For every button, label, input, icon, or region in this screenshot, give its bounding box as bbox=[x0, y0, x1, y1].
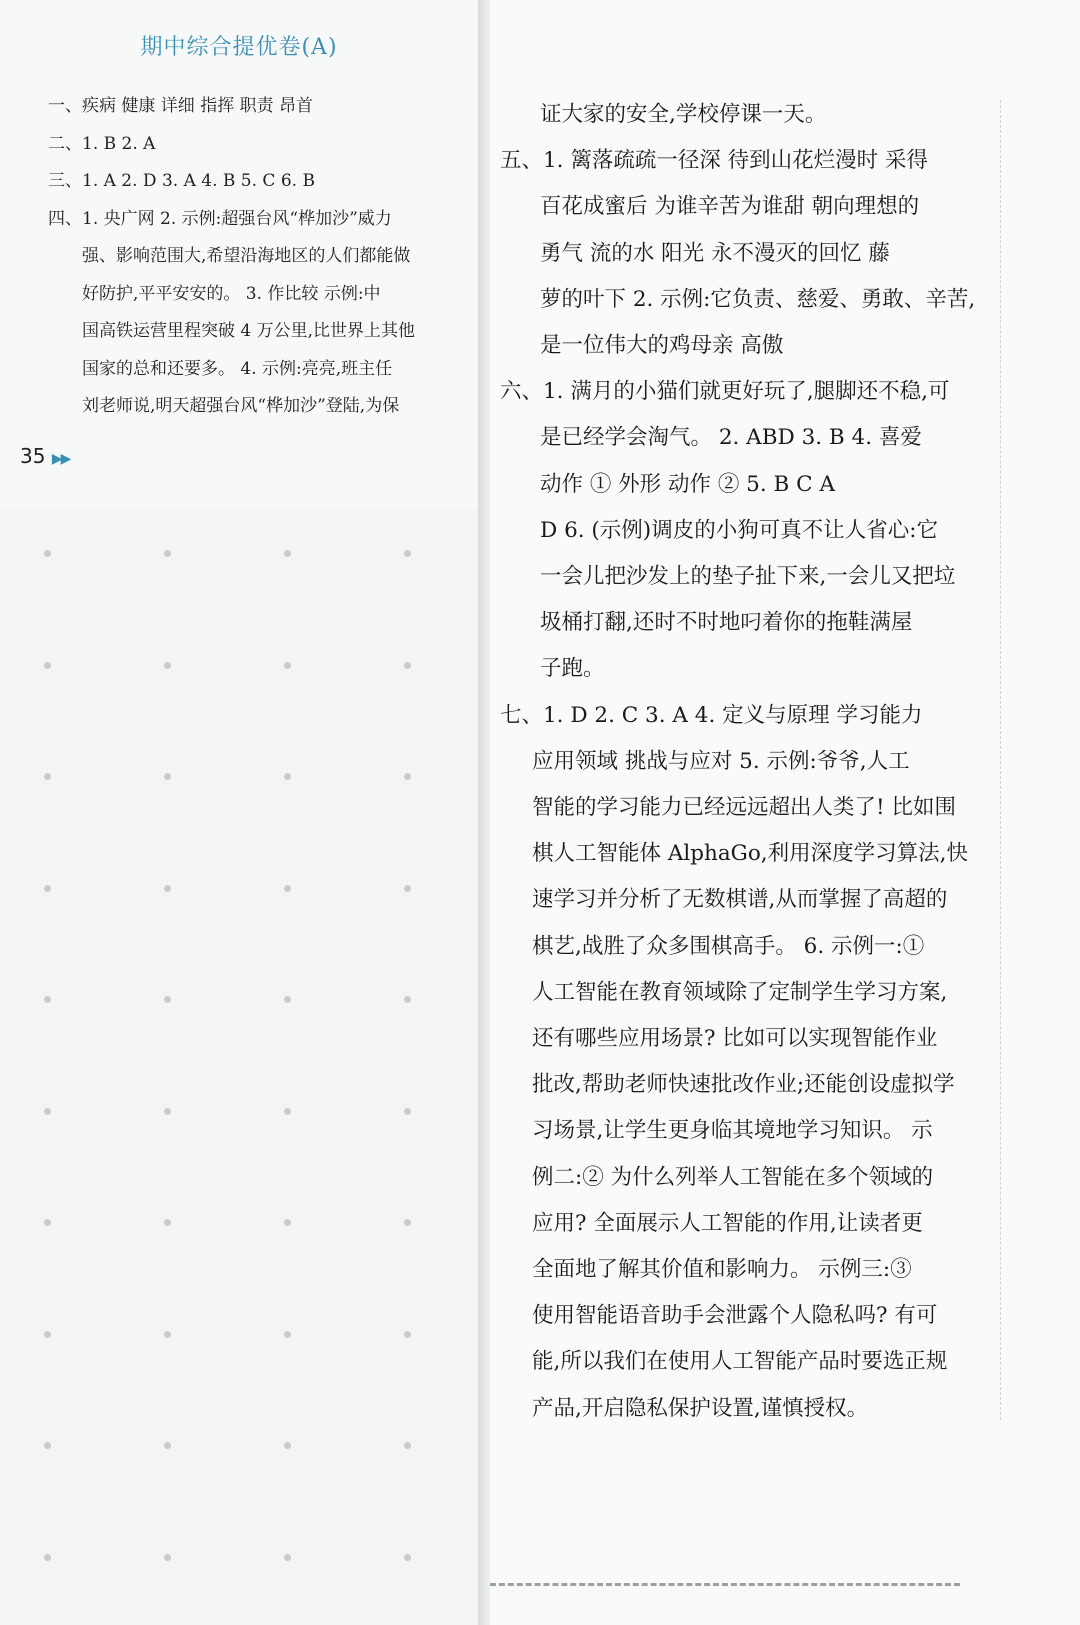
grid-dot bbox=[44, 1554, 51, 1561]
left-answers bbox=[48, 88, 458, 426]
grid-dot bbox=[164, 996, 171, 1003]
answer-line: 动作 ① 外形 动作 ② 5. B C A bbox=[540, 471, 835, 497]
dot-grid-area bbox=[0, 510, 478, 1625]
right-answers bbox=[500, 92, 990, 1432]
grid-dot bbox=[404, 662, 411, 669]
answer-line: 应用领域 挑战与应对 5. 示例:爷爷,人工 bbox=[532, 748, 910, 774]
bottom-dashed-line bbox=[490, 1583, 960, 1590]
grid-dot bbox=[44, 662, 51, 669]
answer-line: 三、1. A 2. D 3. A 4. B 5. C 6. B bbox=[48, 171, 315, 191]
answer-line: 刘老师说,明天超强台风“桦加沙”登陆,为保 bbox=[82, 396, 400, 416]
answer-line: 国家的总和还要多。 4. 示例:亮亮,班主任 bbox=[82, 358, 393, 379]
grid-dot bbox=[44, 885, 51, 892]
grid-dot bbox=[164, 1219, 171, 1226]
page-title: 期中综合提优卷(A) bbox=[140, 35, 338, 60]
grid-dot bbox=[164, 1554, 171, 1561]
answer-line: 人工智能在教育领域除了定制学生学习方案, bbox=[532, 979, 948, 1005]
answer-line: 子跑。 bbox=[540, 656, 605, 682]
grid-dot bbox=[404, 1554, 411, 1561]
grid-dot bbox=[404, 1331, 411, 1338]
grid-dot bbox=[404, 1108, 411, 1115]
grid-dot bbox=[164, 1108, 171, 1115]
answer-line: 批改,帮助老师快速批改作业;还能创设虚拟学 bbox=[532, 1072, 955, 1098]
grid-dot bbox=[164, 885, 171, 892]
grid-dot bbox=[284, 1442, 291, 1449]
answer-line: 全面地了解其价值和影响力。 示例三:③ bbox=[532, 1257, 912, 1283]
answer-line: 例二:② 为什么列举人工智能在多个领域的 bbox=[532, 1164, 934, 1190]
answer-line: 证大家的安全,学校停课一天。 bbox=[540, 102, 827, 127]
answer-line: 是一位伟大的鸡母亲 高傲 bbox=[540, 333, 784, 359]
grid-dot bbox=[404, 773, 411, 780]
answer-line: 产品,开启隐私保护设置,谨慎授权。 bbox=[532, 1395, 869, 1421]
grid-dot bbox=[284, 996, 291, 1003]
book-gutter bbox=[478, 0, 490, 1625]
margin-rule bbox=[1000, 100, 1002, 1420]
answer-line: 应用? 全面展示人工智能的作用,让读者更 bbox=[532, 1210, 923, 1236]
answer-line: 百花成蜜后 为谁辛苦为谁甜 朝向理想的 bbox=[540, 194, 920, 220]
grid-dot bbox=[44, 996, 51, 1003]
grid-dot bbox=[404, 1219, 411, 1226]
answer-line: 五、1. 篱落疏疏一径深 待到山花烂漫时 采得 bbox=[500, 148, 929, 174]
grid-dot bbox=[44, 1442, 51, 1449]
grid-dot bbox=[284, 773, 291, 780]
grid-dot bbox=[404, 1442, 411, 1449]
answer-line: 能,所以我们在使用人工智能产品时要选正规 bbox=[532, 1349, 948, 1375]
grid-dot bbox=[164, 550, 171, 557]
answer-line: 四、1. 央广网 2. 示例:超强台风“桦加沙”威力 bbox=[48, 208, 392, 229]
answer-line: 一会儿把沙发上的垫子扯下来,一会儿又把垃 bbox=[540, 564, 956, 590]
answer-line: 七、1. D 2. C 3. A 4. 定义与原理 学习能力 bbox=[500, 702, 923, 728]
grid-dot bbox=[44, 1219, 51, 1226]
answer-line: 圾桶打翻,还时不时地叼着你的拖鞋满屋 bbox=[540, 610, 913, 636]
answer-line: 智能的学习能力已经远远超出人类了! 比如围 bbox=[532, 795, 956, 821]
grid-dot bbox=[44, 1108, 51, 1115]
answer-line: 是已经学会淘气。 2. ABD 3. B 4. 喜爱 bbox=[540, 425, 922, 451]
grid-dot bbox=[164, 1331, 171, 1338]
grid-dot bbox=[164, 1442, 171, 1449]
answer-line: 二、1. B 2. A bbox=[48, 133, 156, 154]
grid-dot bbox=[164, 662, 171, 669]
answer-line: 使用智能语音助手会泄露个人隐私吗? 有可 bbox=[532, 1303, 938, 1329]
grid-dot bbox=[284, 1219, 291, 1226]
answer-line: 棋人工智能体 AlphaGo,利用深度学习算法,快 bbox=[532, 841, 968, 867]
answer-line: D 6. (示例)调皮的小狗可真不让人省心:它 bbox=[540, 517, 938, 543]
answer-line: 棋艺,战胜了众多围棋高手。 6. 示例一:① bbox=[532, 933, 925, 959]
answer-line: 一、疾病 健康 详细 指挥 职责 昂首 bbox=[48, 96, 314, 116]
grid-dot bbox=[404, 885, 411, 892]
answer-line: 国高铁运营里程突破 4 万公里,比世界上其他 bbox=[82, 321, 416, 341]
grid-dot bbox=[284, 662, 291, 669]
grid-dot bbox=[44, 773, 51, 780]
answer-line: 好防护,平平安安的。 3. 作比较 示例:中 bbox=[82, 283, 381, 304]
grid-dot bbox=[284, 1108, 291, 1115]
grid-dot bbox=[284, 1554, 291, 1561]
grid-dot bbox=[164, 773, 171, 780]
grid-dot bbox=[284, 550, 291, 557]
answer-line: 强、影响范围大,希望沿海地区的人们都能做 bbox=[82, 246, 411, 266]
answer-line: 萝的叶下 2. 示例:它负责、慈爱、勇敢、辛苦, bbox=[540, 286, 976, 312]
answer-line: 六、1. 满月的小猫们就更好玩了,腿脚还不稳,可 bbox=[500, 379, 950, 405]
grid-dot bbox=[44, 1331, 51, 1338]
arrow-icon: ▶▶ bbox=[51, 451, 70, 467]
page-number-text: 35 bbox=[20, 444, 46, 468]
grid-dot bbox=[284, 1331, 291, 1338]
page-number bbox=[20, 444, 69, 468]
grid-dot bbox=[284, 885, 291, 892]
grid-dot bbox=[404, 550, 411, 557]
answer-line: 勇气 流的水 阳光 永不漫灭的回忆 藤 bbox=[540, 240, 890, 266]
answer-line: 习场景,让学生更身临其境地学习知识。 示 bbox=[532, 1118, 933, 1144]
answer-line: 还有哪些应用场景? 比如可以实现智能作业 bbox=[532, 1026, 938, 1052]
answer-line: 速学习并分析了无数棋谱,从而掌握了高超的 bbox=[532, 887, 948, 913]
grid-dot bbox=[404, 996, 411, 1003]
grid-dot bbox=[44, 550, 51, 557]
